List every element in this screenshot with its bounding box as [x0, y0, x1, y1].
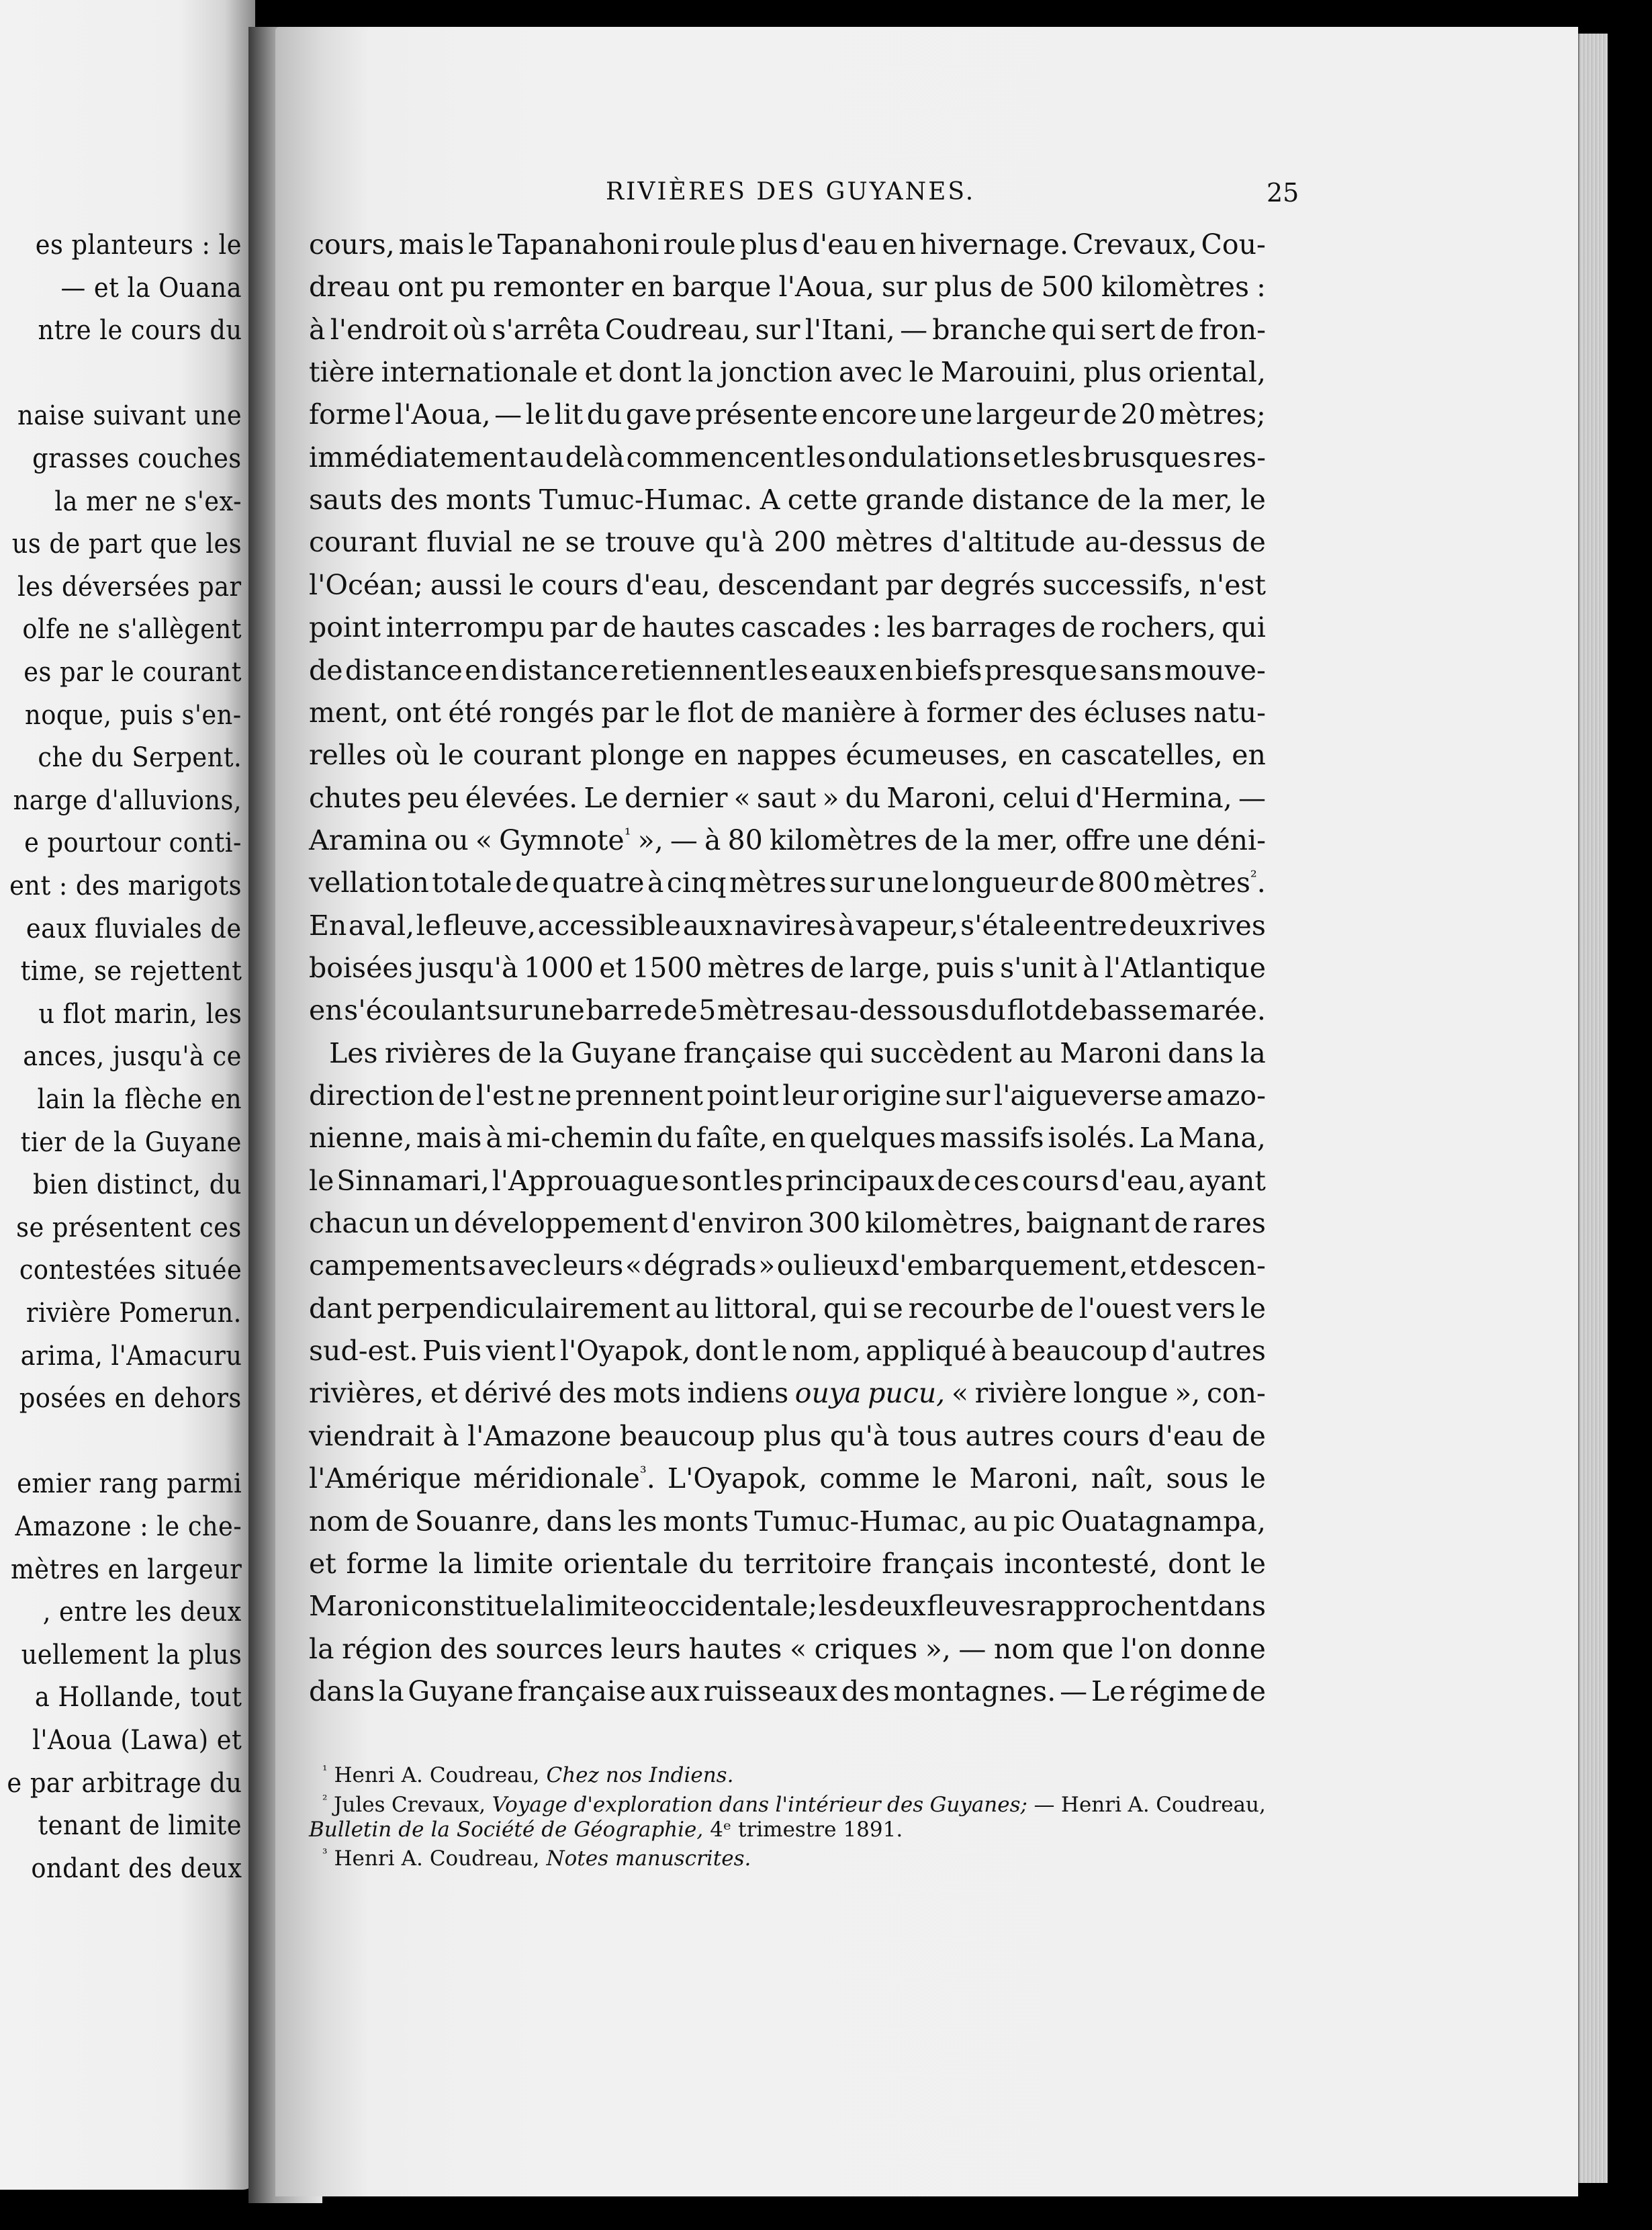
- facing-page-line: ntre le cours du: [37, 315, 242, 347]
- body-line: tière internationale et dont la jonction avec le Marouini, plus oriental,: [309, 356, 1266, 389]
- facing-page-line: rivière Pomerun.: [26, 1298, 242, 1329]
- facing-page-line: es planteurs : le: [35, 230, 242, 261]
- page-right: [275, 27, 1578, 2196]
- facing-page-line: contestées située: [19, 1255, 242, 1286]
- facing-page-line: emier rang parmi: [16, 1468, 242, 1500]
- body-line: à l'endroit où s'arrêta Coudreau, sur l'Itani, — branche qui sert de fron-: [309, 313, 1266, 346]
- body-line: de distance en distance retiennent les eaux en biefs presque sans mouve-: [309, 654, 1266, 686]
- body-line: la région des sources leurs hautes « criques », — nom que l'on donne: [309, 1632, 1266, 1665]
- facing-page-line: , entre les deux: [42, 1597, 242, 1628]
- footnote-line: Bulletin de la Société de Géographie, 4ᵉ trimestre 1891.: [309, 1818, 903, 1842]
- body-line: Maroni constitue la limite occidentale; les deux fleuves rapprochent dans: [309, 1590, 1266, 1623]
- body-line: dant perpendiculairement au littoral, qui se recourbe de l'ouest vers le: [309, 1292, 1266, 1325]
- facing-page-line: es par le courant: [24, 657, 242, 688]
- body-line: courant fluvial ne se trouve qu'à 200 mètres d'altitude au-dessus de: [309, 526, 1266, 559]
- body-line: rivières, et dérivé des mots indiens ouya pucu, « rivière longue », con-: [309, 1377, 1266, 1410]
- facing-page-line: ondant des deux: [30, 1853, 242, 1884]
- body-line: viendrait à l'Amazone beaucoup plus qu'à tous autres cours d'eau de: [309, 1419, 1266, 1452]
- facing-page-line: noque, puis s'en-: [25, 699, 242, 731]
- facing-page-line: mètres en largeur: [10, 1554, 242, 1585]
- page-stack-edges: [1578, 34, 1608, 2183]
- facing-page-line: lain la flèche en: [37, 1084, 242, 1115]
- body-line: le Sinnamari, l'Approuague sont les principaux de ces cours d'eau, ayant: [309, 1164, 1266, 1197]
- body-line: dreau ont pu remonter en barque l'Aoua, sur plus de 500 kilomètres :: [309, 271, 1266, 304]
- body-line: Aramina ou « Gymnote$^{^1}$ », — à 80 kilomètres de la mer, offre une déni-: [309, 823, 1266, 856]
- body-line: ment, ont été rongés par le flot de manière à former des écluses natu-: [309, 696, 1266, 729]
- facing-page-line: Amazone : le che-: [15, 1511, 242, 1542]
- page-number: 25: [1267, 178, 1299, 208]
- facing-page-line: olfe ne s'allègent: [22, 614, 242, 645]
- body-line: nom de Souanre, dans les monts Tumuc-Humac, au pic Ouatagnampa,: [309, 1505, 1266, 1537]
- facing-page-line: time, se rejettent: [20, 956, 242, 987]
- facing-page-line: u flot marin, les: [38, 998, 242, 1030]
- body-line: sauts des monts Tumuc-Humac. A cette grande distance de la mer, le: [309, 484, 1266, 517]
- body-line: sud-est. Puis vient l'Oyapok, dont le nom, appliqué à beaucoup d'autres: [309, 1335, 1266, 1368]
- body-line: dans la Guyane française aux ruisseaux des montagnes. — Le régime de: [309, 1675, 1266, 1707]
- facing-page-line: tenant de limite: [38, 1810, 242, 1842]
- footnote-line: $^{^1}$ Henri A. Coudreau, Chez nos Indiens.: [322, 1763, 734, 1787]
- body-line: relles où le courant plonge en nappes écumeuses, en cascatelles, en: [309, 739, 1266, 772]
- body-line: chacun un développement d'environ 300 kilomètres, baignant de rares: [309, 1207, 1266, 1240]
- facing-page-line: tier de la Guyane: [20, 1126, 242, 1158]
- facing-page-line: e par arbitrage du: [6, 1767, 242, 1799]
- body-line: point interrompu par de hautes cascades : les barrages de rochers, qui: [309, 611, 1266, 644]
- facing-page-line: l'Aoua (Lawa) et: [32, 1725, 242, 1756]
- facing-page-line: posées en dehors: [19, 1383, 242, 1415]
- facing-page-line: ent : des marigots: [9, 871, 242, 901]
- body-line: et forme la limite orientale du territoire français incontesté, dont le: [309, 1547, 1266, 1580]
- facing-page-line: grasses couches: [32, 443, 242, 474]
- facing-page-line: naise suivant une: [17, 400, 242, 432]
- body-line: nienne, mais à mi-chemin du faîte, en quelques massifs isolés. La Mana,: [309, 1122, 1266, 1155]
- facing-page-line: e pourtour conti-: [24, 828, 242, 859]
- running-header: RIVIÈRES DES GUYANES.: [606, 178, 976, 206]
- facing-page-line: us de part que les: [11, 529, 242, 560]
- footnote-line: $^{^2}$ Jules Crevaux, Voyage d'exploration dans l'intérieur des Guyanes; — Henri A. Coudreau,: [322, 1793, 1266, 1817]
- body-line: forme l'Aoua, — le lit du gave présente encore une largeur de 20 mètres;: [309, 398, 1266, 431]
- facing-page-line: uellement la plus: [21, 1639, 242, 1670]
- facing-page-line: che du Serpent.: [38, 742, 242, 774]
- body-line: Les rivières de la Guyane française qui succèdent au Maroni dans la: [329, 1036, 1266, 1069]
- body-line: campements avec leurs « dégrads » ou lieux d'embarquement, et descen-: [309, 1249, 1266, 1282]
- body-line: l'Océan; aussi le cours d'eau, descendant par degrés successifs, n'est: [309, 568, 1266, 601]
- footnote-line: $^{^3}$ Henri A. Coudreau, Notes manuscrites.: [322, 1846, 751, 1871]
- facing-page-line: — et la Ouana: [60, 272, 242, 304]
- facing-page-line: ances, jusqu'à ce: [23, 1041, 242, 1073]
- body-line: en s'écoulant sur une barre de 5 mètres au-dessous du flot de basse marée.: [309, 994, 1266, 1027]
- body-line: direction de l'est ne prennent point leur origine sur l'aigueverse amazo-: [309, 1079, 1266, 1112]
- facing-page-line: narge d'alluvions,: [13, 785, 242, 816]
- body-line: chutes peu élevées. Le dernier « saut » du Maroni, celui d'Hermina, —: [309, 781, 1266, 814]
- facing-page-line: se présentent ces: [16, 1212, 242, 1243]
- body-line: immédiatement au delà commencent les ondulations et les brusques res-: [309, 441, 1266, 474]
- facing-page-line: arima, l'Amacuru: [20, 1340, 242, 1372]
- facing-page-line: les déversées par: [17, 571, 242, 603]
- facing-page-line: la mer ne s'ex-: [54, 486, 242, 517]
- facing-page-line: eaux fluviales de: [26, 913, 242, 944]
- facing-page-left: [0, 0, 255, 2190]
- body-line: boisées jusqu'à 1000 et 1500 mètres de large, puis s'unit à l'Atlantique: [309, 951, 1266, 984]
- body-line: l'Amérique méridionale$^{^3}$. L'Oyapok, comme le Maroni, naît, sous le: [309, 1462, 1266, 1495]
- facing-page-line: bien distinct, du: [33, 1169, 242, 1201]
- body-line: cours, mais le Tapanahoni roule plus d'eau en hivernage. Crevaux, Cou-: [309, 228, 1266, 261]
- body-line: En aval, le fleuve, accessible aux navires à vapeur, s'étale entre deux rives: [309, 909, 1266, 942]
- body-line: vellation totale de quatre à cinq mètres sur une longueur de 800 mètres$^{^2}$.: [309, 866, 1266, 899]
- facing-page-line: a Hollande, tout: [34, 1682, 242, 1713]
